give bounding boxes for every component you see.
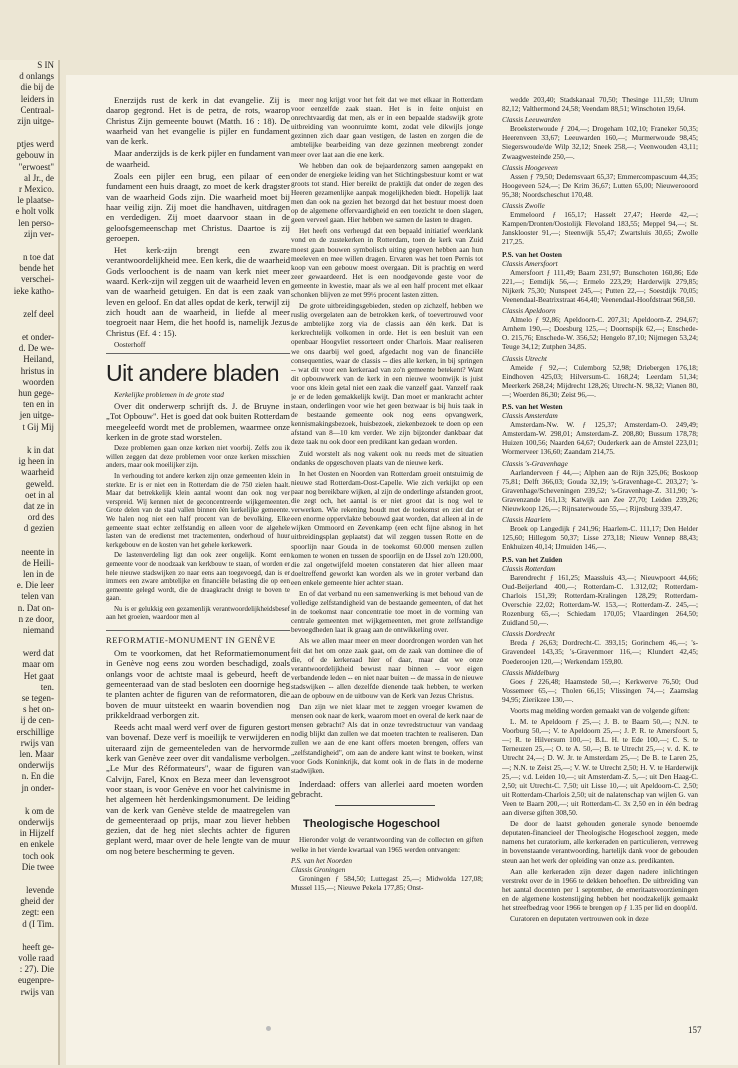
classis-heading: Classis Utrecht (502, 353, 547, 363)
fragment-line: d (I Tim. (22, 918, 54, 929)
fragment-line: en enkele (19, 839, 54, 850)
classis-heading: Classis Dordrecht (502, 629, 555, 639)
quoted-paragraph: Nu is er gelukkig een gezamenlijk verantwoordelijkheidsbesef aan het groeien, waardoor men al (106, 604, 290, 622)
fragment-line: le plaatse- (17, 195, 54, 206)
fragment-line: toch ook (22, 850, 54, 861)
classis-heading: Classis 's-Gravenhage (502, 458, 568, 468)
fragment-line: jen uitge- (19, 410, 54, 421)
fragment-line: werd dat (22, 648, 54, 659)
quoted-paragraph: Deze problemen gaan onze kerken niet voorbij. Zelfs zou ik willen zeggen dat deze problemen voor onze kerken misschien anders, maar ook moeilijker zijn. (106, 444, 290, 470)
paragraph: Assen ƒ 79,50; Dedemsvaart 65,37; Emmercompascuum 44,35; Hoogeveen 524,—; De Krim 36,67; Lutten 65,00; Nieuwerooord 95,38; Noordscheschut 170,48. (502, 171, 698, 199)
closing-statement: Inderdaad: offers van allerlei aard moeten worden gebracht. (291, 778, 483, 800)
paragraph: Amersfoort ƒ 111,49; Baarn 231,97; Bunschoten 160,86; Ede 221,—; Eemdijk 56,—; Ermelo 223,29; Harderwijk 279,85; Nijkerk 75,30; Nunspeet 245,—; Putten 22,—; Soestdijk 70,05; Veenendaal-Beatrixstraat 464,40; Veenendaal-Hoofdstraat 968,50. (502, 267, 698, 304)
fragment-line: gheid der (20, 896, 54, 907)
fragment-line: zegt: een (21, 907, 54, 918)
paragraph: meer nog krijgt voor het feit dat we met elkaar in Rotterdam voor eenzelfde zaak staan. Het is in feite onjuist en onrechtvaardig dat men, als er in een bepaalde stadswijk grote uitbreiding van woonruimte komt, zodat vele dikwijls jonge gezinnen zich daar gaan vestigen, de lasten en zorgen die de ambtelijke bearbeiding van deze gezinnen meebrengt zonder meer over laat aan die ene kerk. (291, 95, 483, 159)
paragraph: Almelo ƒ 92,86; Apeldoorn-C. 207,31; Apeldoorn-Z. 294,67; Arnhem 190,—; Doesburg 125,—; Doornspijk 62,—; Enschede-O. 215,76; Enschede-W. 356,52; Hengelo 87,10; Nijmegen 53,24; Teuge 34,12; Zutphen 34,85. (502, 315, 698, 352)
column-left (106, 95, 290, 858)
previous-page-edge (0, 60, 60, 1065)
paragraph: Voorts mag melding worden gemaakt van de volgende giften: (510, 706, 690, 715)
column-right (502, 95, 698, 925)
fragment-line: ig heen in (18, 456, 54, 467)
fragment-line: len. Maar (19, 748, 54, 759)
section-title-uit-andere-bladen: Uit andere bladen (106, 353, 290, 386)
classis-heading: Classis Apeldoorn (502, 306, 556, 316)
paragraph: Amsterdam-Nw. W. ƒ 125,37; Amsterdam-O. 249,49; Amsterdam-W. 298,01; Amsterdam-Z. 208,80; Bussum 178,78; Huizen 100,56; Naarden 64,67; Ouderkerk aan de Amstel 223,01; Wormerveer 136,60; Zaandam 214,75. (502, 420, 698, 457)
region-heading: P.S. van het Oosten (502, 249, 562, 259)
fragment-line: Het gaat (23, 670, 54, 681)
paragraph: Enerzijds rust de kerk in dat evangelie. Zij is daarop gegrond. Het is de petra, de rots, waarop Christus Zijn gemeente bouwt (Matth. 16 : 18). De waarheid van het evangelie is pijler en fundament van de kerk. (106, 95, 290, 147)
classis-heading: Classis Amersfoort (502, 258, 558, 268)
paragraph: Zoals een pijler een brug, een pilaar of een fundament een huis draagt, zo moet de kerk dragster van de waarheid Gods zijn. Die waarheid moet bij haar veilig zijn. Zij moet die handhaven, uitdragen en verdedigen. Zij moet daarvoor staan in de geloofsgemeenschap met Christus. Daartoe is zij geroepen. (106, 171, 290, 243)
fragment-line: de Heili- (22, 557, 54, 568)
signature: Oosterhoff (114, 339, 146, 349)
classis-heading: Classis Haarlem (502, 515, 551, 525)
paragraph: We hebben dan ook de bejaardenzorg samen aangepakt en onder de energieke leiding van het Stichtingsbestuur komt er wat groots tot stand. Hier bereikt de praktijk dat onder de zegen des Heeren gezamenlijke aanpak mogelijkheden biedt. Hopelijk laat men dan ook na gezien het bezorgd dat het bestuur moest doen op de algemene offervaardigheid en een toezicht te doen slagen, geen verveel gaan. Hier hebben we samen de lasten te dragen. (291, 160, 483, 225)
classis-heading: Classis Amsterdam (502, 411, 558, 421)
fragment-line: verschei- (21, 274, 54, 285)
fragment-line: hun gege- (18, 388, 54, 399)
fragment-line: ieke katho- (13, 285, 54, 296)
fragment-line: jn onder- (21, 782, 54, 793)
fragment-line: d gezien (23, 523, 54, 534)
fragment-line: se tegen- (21, 692, 54, 703)
classis-heading: Classis Leeuwarden (502, 115, 561, 125)
region-heading: P.S. van het Zuiden (502, 554, 563, 564)
line-gap (0, 794, 58, 806)
paragraph: Zuid worstelt als nog vakent ook nu reeds met de situatien ondanks de opgeschoven plaats van de nieuwe kerk. (291, 448, 483, 467)
fragment-line: zijn ver- (23, 228, 54, 239)
paragraph: L. M. te Apeldoorn ƒ 25,—; J. B. te Baarn 50,—; N.N. te Voorburg 50,—; V. te Apeldoorn 25,—; J. P. R. te Amersfoort 5,—; R. te Hilversum 100,—; B.L. H. te Ede 100,—; C. S. te Terneuzen 25,—; O. te A. 50,—; B. te Utrecht 25,—; v. d. K. te Utrecht 24,—; D. W. Jr. te Amsterdam 25,—; De B. te Laren 25,—; N.N. te Zeist 25,—; V. W. te Utrecht 2,50; H. V. te Harderwijk 25,—; v.d. Leiden 10,—; uit Amsterdam-Z. 5,—; uit Den Haag-C. 2,50; uit Utrecht-C. 7,50; uit Lisse 10,—; uit Apeldoorn-C. 2,50; uit Rotterdam-Charlois 2,50; uit de nalatenschap van wijlen G. van Veen te Baarn 200,—; uit Rotterdam-C. 3x 2,50 en in één bedrag aan diverse giften 308,50. (502, 717, 698, 818)
fragment-line: d onlangs (19, 71, 54, 82)
paragraph: Aarlanderveen ƒ 44,—; Alphen aan de Rijn 325,06; Boskoop 75,81; Delft 366,03; Gouda 32,19; 's-Gravenhage-C. 203,27; 's-Gravenhage/Scheveningen 239,52; 's-Gravenhage-Z. 311,90; 's-Gravenzande 161,13; Katwijk aan Zee 27,70; Leiden 239,26; Nieuwkoop 126,—; Rijnsaterwoude 55,—; Rijnsburg 339,47. (502, 467, 698, 514)
paragraph: In het Oosten en Noorden van Rotterdam groeit ontstuimig de nieuwe stad Rotterdam-Oost-Capelle. Wie zich verkijkt op een paar nog bereikbare wijken, al zijn de onderlinge afstanden groot, die zegt och, het aantal is er niet groot dat is nog wel te verwerken. Wie rekening houdt met de toekomst en ziet dat er een enorme oppervlakte bebouwd gaat worden, dat alleen al in de wijken Ommoord en Zevenkamp (een echt fijne alsnog in het uitbreidingsplan geplaatst) dat wil zeggen tussen Rotte en de spoorlijn naar Gouda in de toekomst 60.000 mensen zullen komen te wonen en tussen de spoorlijn en de IJssel zo'n 120.000, die zal ongetwijfeld moeten constateren dat hier alleen maar doeltreffend geworkt kan worden als we in groter verband dan een enkele gemeente hier achter staan. (291, 468, 483, 587)
fragment-line: S IN (37, 60, 54, 70)
line-gap (0, 297, 58, 309)
paragraph: Broeksterwoude ƒ 204,—; Drogeham 102,10; Franeker 50,35; Heerenveen 33,67; Leeuwarden 160,—; Murmerwoude 98,45; Siegerswoude/de Wilp 32,12; Sneek 258,—; Veenwouden 43,11; Zwaagwesteinde 250,—. (502, 124, 698, 161)
classis-heading: Classis Hoogeveen (502, 162, 558, 172)
fragment-line: waarheid (21, 467, 54, 478)
hoge-group: P.S. van het Noorden (291, 855, 353, 865)
fragment-line: : 27). Die (19, 964, 54, 975)
fragment-line: leiders in (20, 93, 54, 104)
paragraph: Curatoren en deputaten vertrouwen ook in deze (510, 914, 649, 924)
article-subtitle: Kerkelijke problemen in de grote stad (114, 389, 224, 399)
paragraph: Ameide ƒ 92,—; Culemborg 52,98; Driebergen 176,18; Eindhoven 425,03; Hilversum-C. 168,24; Leerdam 51,34; Meerkerk 268,24; Mijdrecht 128,26; Utrecht-N. 98,32; Vianen 80,—; Woerden 86,30; Zeist 96,—. (502, 362, 698, 399)
fragment-line: e. Die leer (16, 580, 54, 591)
fragment-line: n. Dat on- (17, 602, 54, 613)
fragment-line: gebouw in (16, 150, 54, 161)
fragment-line: zijn uitge- (17, 116, 54, 127)
fragment-line: oet in al (25, 489, 54, 500)
fragment-line: maar om (22, 659, 54, 670)
fragment-line: len perso- (18, 217, 54, 228)
paragraph: Dan zijn we niet klaar met te zeggen vroeger kwamen de mensen ook naar de kerk, waarom moet en overal de kerk naar de mensen gebracht? Als dat in onze tevredstructuur van vandaag nodig blijkt dan zullen we dat moeten trachten te realiseren. Dan zullen we aan de ene kant offers moeten brengen, offers van „zelfstandigheid", om aan de andere kant winst te boeken, winst voor Gods Koninkrijk, dat komt ook in de flats in de moderne stadwijken. (291, 702, 483, 775)
line-gap (0, 535, 58, 547)
quoted-paragraph: In verhouding tot andere kerken zijn onze gemeenten klein in sterkte. Er is er niet een in Rotterdam die de 750 zielen haalt. Maar dat betrekkelijk klein aantal woont dan ook nog ver verspreid. Wij kennen niet de geconcentreerde wijkgemeenten. Grote delen van de stad vallen binnen één kerkelijke gemeente. We halen nog niet een half procent van de bevolking. Elke gemeente staat echter zelfstandig en alleen voor de algehele lasten van de eredienst met tractementen, onderhoud of huur kerkgebouw en de kosten van het gehele kerkewerk. (106, 471, 290, 549)
fragment-line: onderwijs (18, 816, 54, 827)
paragraph: Reeds acht maal werd verf over de figuren gestort van bovenaf. Deze verf is moeilijk te verwijderen en uiteraard zijn de gemeenteleden van de hervormde kerk van Genève zeer over dit vandalisme verbolgen. „Le Mur des Réformateurs", waar de figuren van Calvijn, Farel, Knox en Beza meer dan levensgroot voor staan, is voor Genève en voor het calvinisme in het algemeen hèt herdenkingsmonument. De leiding van de kerk van Genève stelde de maatregelen van de gemeenteraad op prijs, maar zou liever hebben gezien, dat de heg niet slechts achter de figuren geplant werd, maar over de hele lengte van de muur om nog betere bescherming te geven. (106, 722, 290, 856)
paragraph: Broek op Langedijk ƒ 241,96; Haarlem-C. 111,17; Den Helder 125,60; Hillegom 50,37; Lisse 273,18; Nieuw Vennep 88,43; Enkhuizen 40,14; IJmuiden 146,—. (502, 524, 698, 552)
fragment-line: niemand (23, 624, 54, 635)
fragment-line: erschillige (16, 726, 54, 737)
line-gap (0, 930, 58, 942)
fragment-line: rwijs van (20, 737, 54, 748)
line-gap (0, 240, 58, 252)
paragraph: De door de laatst gehouden generale synode benoemde deputaten-financieel der Theologische Hogeschool zeggen, mede namens het curatorium, alle kerkeraden en particulieren, verreweg in bovenstaande verantwoording, hartelijk dank voor de gebouden steun aan het werk der opleiding van onze a.s. predikanten. (502, 819, 698, 865)
fragment-line: in Hijzelf (19, 828, 54, 839)
fragment-line: volle raad (18, 953, 54, 964)
fragment-line: ptjes werd (16, 139, 54, 150)
page-number: 157 (688, 1025, 702, 1035)
scan-dot (266, 1026, 271, 1031)
hoge-text: Groningen ƒ 584,50; Luttegast 25,—; Midwolda 127,08; Mussel 115,—; Nieuwe Pekela 177,85; Onst- (291, 873, 483, 892)
heading-theologische-hogeschool: Theologische Hogeschool (303, 818, 440, 831)
fragment-line: ten en in (23, 399, 54, 410)
quoted-paragraph: De lastenverdeling ligt dan ook zeer ongelijk. Komt een gemeente voor de noodzaak van kerkbouw te staan, of worden er hele nieuwe stadswijken zo naar eens aan toegevoegd, dan is er immers een zware ambtelijke en financiële belasting die op een gemeente gelegd wordt, die de draagkracht dreigt te boven te gaan. (106, 551, 290, 603)
fragment-line: d. De we- (18, 343, 54, 354)
fragment-line: telen van (21, 591, 54, 602)
fragment-line: n ze door, (18, 613, 54, 624)
fragment-line: bende het (19, 263, 54, 274)
fragment-line: n. En die (21, 771, 54, 782)
article-lead: Over dit onderwerp schrijft ds. J. de Bruyne in „Tot Opbouw". Het is goed dat ook buiten Rotterdam meegeleefd wordt met de problemen, waarmee onze kerken in de grote stad worstelen. (106, 401, 290, 442)
page-157 (66, 75, 738, 1065)
line-gap (0, 873, 58, 885)
fragment-line: t Gij Mij (22, 421, 54, 432)
hoge-classis: Classis Groningen (291, 864, 346, 874)
line-gap (0, 320, 58, 332)
paragraph: Het kerk-zijn brengt een zware verantwoordelijkheid mee. Een kerk, die de waarheid Gods verloochent is de naam van kerk niet meer waard. Kerk-zijn wil zeggen uit de waarheid leven en van de waarheid getuigen. En dat is een zaak van leven en geloof. En dat alles opdat de kerk, terwijl zij zich houdt aan de waarheid, in liefde al meer toegroeit naar Hem, die het hoofd is, namelijk Jezus Christus (Ef. 4 : 15). (106, 245, 290, 338)
fragment-line: e holt volk (15, 206, 54, 217)
fragment-line: onderwijs (18, 760, 54, 771)
fragment-line: ij de cen- (20, 715, 54, 726)
fragment-line: s het on- (23, 704, 54, 715)
fragment-line: r Mexico. (19, 184, 54, 195)
classis-heading: Classis Middelburg (502, 667, 560, 677)
fragment-line: et onder- (21, 332, 54, 343)
paragraph: Emmeloord ƒ 165,17; Hasselt 27,47; Heerde 42,—; Kampen/Dronten/Oostolijk Flevoland 183,55; Meppel 94,—; St. Jansklooster 91,—; Steenwijk 55,47; Zwartsluis 30,65; Zwolle 217,25. (502, 210, 698, 247)
fragment-line: hristus in (20, 365, 54, 376)
line-gap (0, 433, 58, 445)
line-gap (0, 636, 58, 648)
paragraph: Als we allen maar meer en meer doordrongen worden van het feit dat het om onze zaak gaat, om de zaak van dominee die of die, of de kerkeraad hier of daar, maar dat we onze verantwoordelijkheid bewust naar binnen -- voor eigen verbandende leden -- en niet naar buiten -- de massa in de nieuwe stadswijken -- allen dezelfde dienende taak hebben, te werken aan de opbouw en de uitbouw van de Kerk van Jezus Christus. (291, 636, 483, 700)
fragment-line: eugenpre- (18, 975, 54, 986)
hoge-intro: Hieronder volgt de verantwoording van de collecten en giften welke in het vierde kwartaal van 1965 werden ontvangen: (291, 835, 483, 854)
fragment-line: Die twee (21, 861, 54, 872)
fragment-line: k in dat (27, 444, 54, 455)
fragment-line: levende (26, 885, 54, 895)
fragment-line: "erwoest" (18, 161, 54, 172)
fragment-line: heeft ge- (22, 941, 54, 952)
classis-heading: Classis Zwolle (502, 201, 545, 211)
region-heading: P.S. van het Westen (502, 402, 563, 411)
fragment-line: al Jr., de (24, 172, 54, 183)
fragment-line: die bij de (20, 82, 54, 93)
classis-heading: Classis Rotterdam (502, 563, 556, 573)
line-gap (0, 127, 58, 139)
paragraph: En of dat verband nu een samenwerking is met behoud van de volledige zelfstandigheid van de bestaande gemeenten, of dat het in de toekomst naar concentratie toe moet in de vorming van centrale gemeenten met wijkgemeenten, met grote zelfstandige bevoegdheden laat ik graag aan de ontwikkeling over. (291, 588, 483, 635)
paragraph: Goes ƒ 226,48; Haamstede 50,—; Kerkwerve 76,50; Oud Vossemeer 65,—; Tholen 66,15; Vlissingen 74,—; Zaamslag 94,95; Zierikzee 130,—. (502, 676, 698, 704)
fragment-line: len in de (23, 568, 54, 579)
fragment-line: rwijs van (20, 986, 54, 997)
fragment-line: neente in (21, 546, 54, 557)
paragraph: wedde 203,40; Stadskanaal 70,50; Thesinge 111,59; Ulrum 82,12; Valthermond 24,58; Veendam 88,51; Winschoten 19,64. (502, 95, 698, 114)
paragraph: Maar anderzijds is de kerk pijler en fundament van de waarheid. (106, 148, 290, 169)
fragment-line: ten. (40, 681, 54, 692)
divider (335, 805, 435, 806)
paragraph: Aan alle kerkeraden zijn dezer dagen nadere inlichtingen verstrekt over de in 1966 te dekken behoeften. De uitbreiding van het aantal docenten per 1 september, de emeritaatsvoorzieningen en de algemene kostenstijging hebben het noodzakelijk gemaakt het streefbedrag voor 1966 te brengen op ƒ 1.35 per lid en doopl/d. (502, 866, 698, 912)
fragment-line: dat ze in (23, 500, 54, 511)
fragment-line: Heiland, (23, 354, 54, 365)
fragment-line: geweld. (25, 478, 54, 489)
fragment-line: woorden (22, 376, 54, 387)
paragraph: Om te voorkomen, dat het Reformatiemonument in Genève nog eens zou worden beschadigd, zoals onlangs voor de achtste maal is gebeurd, heeft de gemeenteraad van de stad besloten een doornige heg te planten achter de figuren van de reformatoren, die boven de muur uitsteekt en waarin bovendien nog prikkeldraad verborgen zit. (106, 648, 290, 720)
fragment-line: Centraal- (20, 104, 54, 115)
paragraph: De grote uitbreidingsgebieden, steden op zichzelf, hebben we ruslig overgelaten aan de betrokken kerk, of toevertrouwd voor de ambtelijke zorg via de classis aan één kerk. Dat is kerkrechtelijk volkomen in orde. Het is een besluit van een openbaar Hoogvliet ressorteert onder Charlois. Maar realiseren we ons daarbij wel goed, afgedacht nog van de financiële consequenties, waar de classis -- dies alle kerken, in bij springen -- wat dit voor een kerkeraad van zo'n gemeente betekent? Want dit opbouwwerk van de kerk in een nieuwe woonwijk is juist voor ons klein getal niet een zaak die vanzelf gaat. Vanzelf raak je er de leden gemakkelijk kwijt. Dan moet er mankracht achter staan, onderlingen voor wie het geen bezwaar is bij huis taak in de bestaande gemeente ook nog eens opvangwerk, kennismakingsbezoek, huisbezoek, ziekenbezoek te doen op een afstand van 8—10 km verder. We zijn bijzonder dankbaar dat deze taak nu ook door een predikant kan gedaan worden. (291, 301, 483, 447)
paragraph: Het heeft ons verheugd dat een bepaald initiatief weerklank vond en de zustekerken in Rotterdam, toen de kerk van Zuid moest gaan bouwen symbolisch uiting gegeven hebben aan hun meeleven en mee willen dragen. Ervaren was het toen Pernis tot koop van een gebouw moest overgaan. Dit is prachtig en werd zeer gewaardeerd. Het is een noodgevonde geste voor de gemeente in kwestie, maar als we al een half procent met elkaar schonken blijven ze met 99½ procent lasten zitten. (291, 226, 483, 299)
heading-reformatie-monument: REFORMATIE-MONUMENT IN GENÈVE (106, 630, 290, 645)
fragment-line: k om de (25, 805, 54, 816)
paragraph: Barendrecht ƒ 161,25; Maassluis 43,—; Nieuwpoort 44,66; Oud-Beijerland 400,—; Rotterdam-C. 1.312,02; Rotterdam-Charlois 151,39; Rotterdam-Kralingen 128,29; Rotterdam-Overschie 22,02; Rotterdam-W. 153,—; Rotterdam-Z. 245,—; Rozenburg 65,—; Schiedam 170,05; Vlaardingen 264,50; Zuidland 50,—. (502, 572, 698, 628)
fragment-line: zelf deel (23, 308, 54, 319)
fragment-line: ord des (27, 512, 54, 523)
fragment-line: n toe dat (23, 252, 54, 263)
column-middle (291, 95, 483, 894)
paragraph: Breda ƒ 26,63; Dordrecht-C. 393,15; Gorinchem 46,—; 's-Gravendeel 143,35; 's-Gravenmoer 116,—; Klundert 42,45; Poederoojen 120,—; Werkendam 159,80. (502, 638, 698, 666)
